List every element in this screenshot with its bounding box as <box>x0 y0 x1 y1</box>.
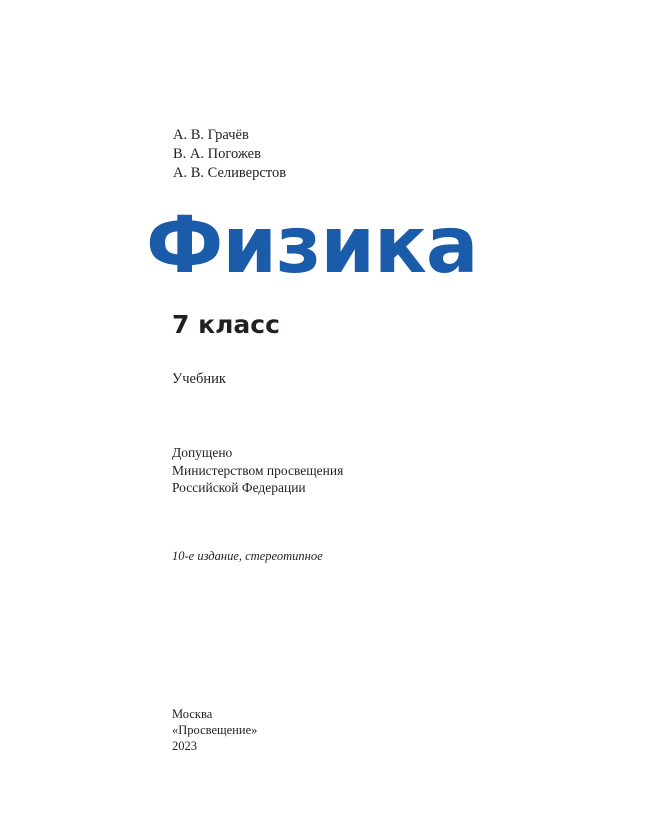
book-type-label: Учебник <box>172 371 226 387</box>
imprint <box>172 706 257 754</box>
edition-note: 10-е издание, стереотипное <box>172 549 323 563</box>
approval-line: Министерством просвещения <box>172 462 344 478</box>
author-name: А. В. Селиверстов <box>173 165 287 181</box>
approval-line: Российской Федерации <box>172 480 306 495</box>
author-name: А. В. Грачёв <box>173 127 249 143</box>
approval-line: Допущено <box>172 445 233 460</box>
imprint-year: 2023 <box>172 739 197 753</box>
grade-label: 7 класс <box>172 310 280 339</box>
imprint-publisher: «Просвещение» <box>172 723 258 737</box>
author-name: В. А. Погожев <box>173 146 261 162</box>
imprint-city: Москва <box>172 707 213 721</box>
approval-note <box>172 444 343 497</box>
authors-list <box>173 126 286 183</box>
book-title: Физика <box>146 201 478 291</box>
